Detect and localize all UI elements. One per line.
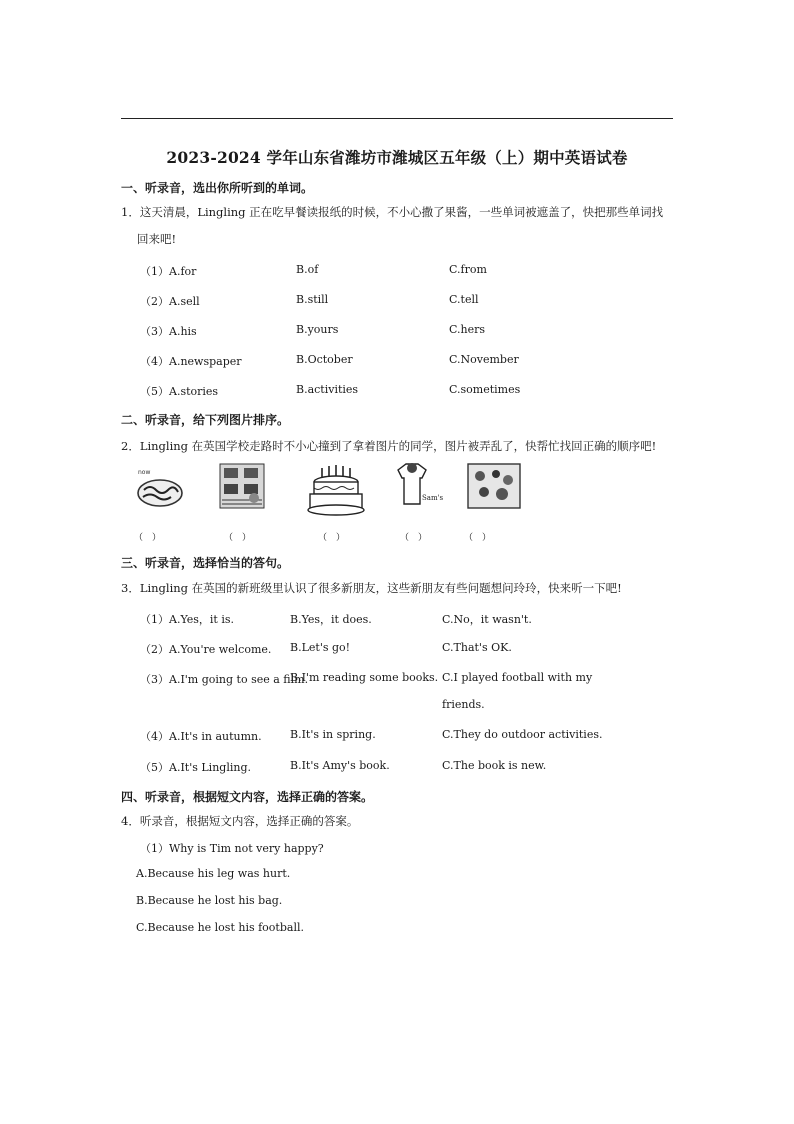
option-a: （3）A.his bbox=[140, 325, 197, 338]
now-label: now bbox=[138, 469, 151, 476]
option-c-continued: friends. bbox=[442, 698, 485, 711]
option-c: C.from bbox=[449, 263, 487, 276]
option-a: （4）A.It's in autumn. bbox=[140, 730, 262, 743]
question-3-prompt bbox=[121, 575, 681, 602]
question-4-line-1: 4．听录音，根据短文内容，选择正确的答案。 bbox=[121, 814, 359, 828]
picture-birthday-cake bbox=[304, 460, 366, 520]
option-a: （5）A.stories bbox=[140, 385, 219, 398]
q3-option-row bbox=[140, 671, 680, 691]
picture-sams-shirt bbox=[386, 460, 450, 516]
answer-option-b: B.Because he lost his bag. bbox=[136, 894, 283, 907]
option-c: C.sometimes bbox=[449, 383, 521, 396]
q3-option-row-cont bbox=[140, 698, 680, 718]
answer-blank[interactable]: （ ） bbox=[224, 533, 252, 543]
section-4-heading: 四、听录音，根据短文内容，选择正确的答案。 bbox=[121, 790, 374, 804]
section-1-heading: 一、听录音，选出你所听到的单词。 bbox=[121, 181, 314, 195]
option-b: B.of bbox=[296, 263, 319, 276]
q1-option-row bbox=[140, 353, 680, 373]
picture-toy-box bbox=[466, 460, 522, 512]
option-a: （1）A.Yes，it is. bbox=[140, 613, 234, 626]
q3-option-row bbox=[140, 728, 680, 748]
option-b: B.I'm reading some books. bbox=[290, 671, 439, 684]
answer-option-a: A.Because his leg was hurt. bbox=[136, 867, 291, 880]
option-c: C.November bbox=[449, 353, 519, 366]
question-4-sub-question: （1）Why is Tim not very happy? bbox=[140, 842, 324, 855]
q1-option-row bbox=[140, 323, 680, 343]
q3-option-row bbox=[140, 641, 680, 661]
q1-option-row bbox=[140, 383, 680, 403]
page-title: 2023-2024 学年山东省潍坊市潍城区五年级（上）期中英语试卷 bbox=[166, 148, 628, 167]
q3-option-row bbox=[140, 759, 680, 779]
question-1-prompt bbox=[121, 199, 681, 253]
option-c: C.hers bbox=[449, 323, 486, 336]
section-3-heading: 三、听录音，选择恰当的答句。 bbox=[121, 556, 290, 570]
option-b: B.October bbox=[296, 353, 353, 366]
option-b: B.It's in spring. bbox=[290, 728, 376, 741]
option-c: C.The book is new. bbox=[442, 759, 547, 772]
q1-option-row bbox=[140, 293, 680, 313]
question-2-prompt bbox=[121, 433, 681, 460]
question-1-line-2: 回来吧! bbox=[137, 232, 177, 246]
option-b: B.yours bbox=[296, 323, 339, 336]
answer-blank[interactable]: （ ） bbox=[464, 533, 492, 543]
option-b: B.activities bbox=[296, 383, 359, 396]
option-b: B.It's Amy's book. bbox=[290, 759, 390, 772]
q1-option-row bbox=[140, 263, 680, 283]
option-c: C.tell bbox=[449, 293, 479, 306]
q3-option-row bbox=[140, 611, 680, 631]
answer-blank[interactable]: （ ） bbox=[318, 533, 346, 543]
option-c: C.That's OK. bbox=[442, 641, 512, 654]
picture-scribble-patch bbox=[130, 460, 190, 520]
section-2-heading: 二、听录音，给下列图片排序。 bbox=[121, 413, 290, 427]
question-3-line-1: 3．Lingling 在英国的新班级里认识了很多新朋友，这些新朋友有些问题想问玲玲，快来听一下吧! bbox=[121, 581, 622, 595]
option-a: （1）A.for bbox=[140, 265, 197, 278]
sams-label: Sam's bbox=[422, 494, 444, 502]
question-4-prompt bbox=[121, 808, 681, 835]
option-a: （3）A.I'm going to see a film. bbox=[140, 673, 309, 686]
option-b: B.still bbox=[296, 293, 329, 306]
option-c: C.I played football with my bbox=[442, 671, 593, 684]
option-a: （4）A.newspaper bbox=[140, 355, 242, 368]
option-c: C.They do outdoor activities. bbox=[442, 728, 603, 741]
answer-blank[interactable]: （ ） bbox=[400, 533, 428, 543]
question-1-line-1: 1．这天清晨，Lingling 正在吃早餐读报纸的时候，不小心撒了果酱，一些单词被遮盖了，快把那些单词找 bbox=[121, 205, 664, 219]
option-a: （5）A.It's Lingling. bbox=[140, 761, 251, 774]
picture-computer-room bbox=[218, 460, 268, 512]
option-a: （2）A.sell bbox=[140, 295, 200, 308]
question-2-line-1: 2．Lingling 在英国学校走路时不小心撞到了拿着图片的同学，图片被弄乱了，快帮忙找回正确的顺序吧! bbox=[121, 439, 657, 453]
answer-option-c: C.Because he lost his football. bbox=[136, 921, 304, 934]
option-b: B.Yes，it does. bbox=[290, 613, 372, 626]
header-rule bbox=[121, 118, 673, 119]
option-a: （2）A.You're welcome. bbox=[140, 643, 272, 656]
picture-strip bbox=[130, 460, 650, 550]
answer-blank[interactable]: （ ） bbox=[134, 533, 162, 543]
option-b: B.Let's go! bbox=[290, 641, 351, 654]
option-c: C.No，it wasn't. bbox=[442, 613, 532, 626]
